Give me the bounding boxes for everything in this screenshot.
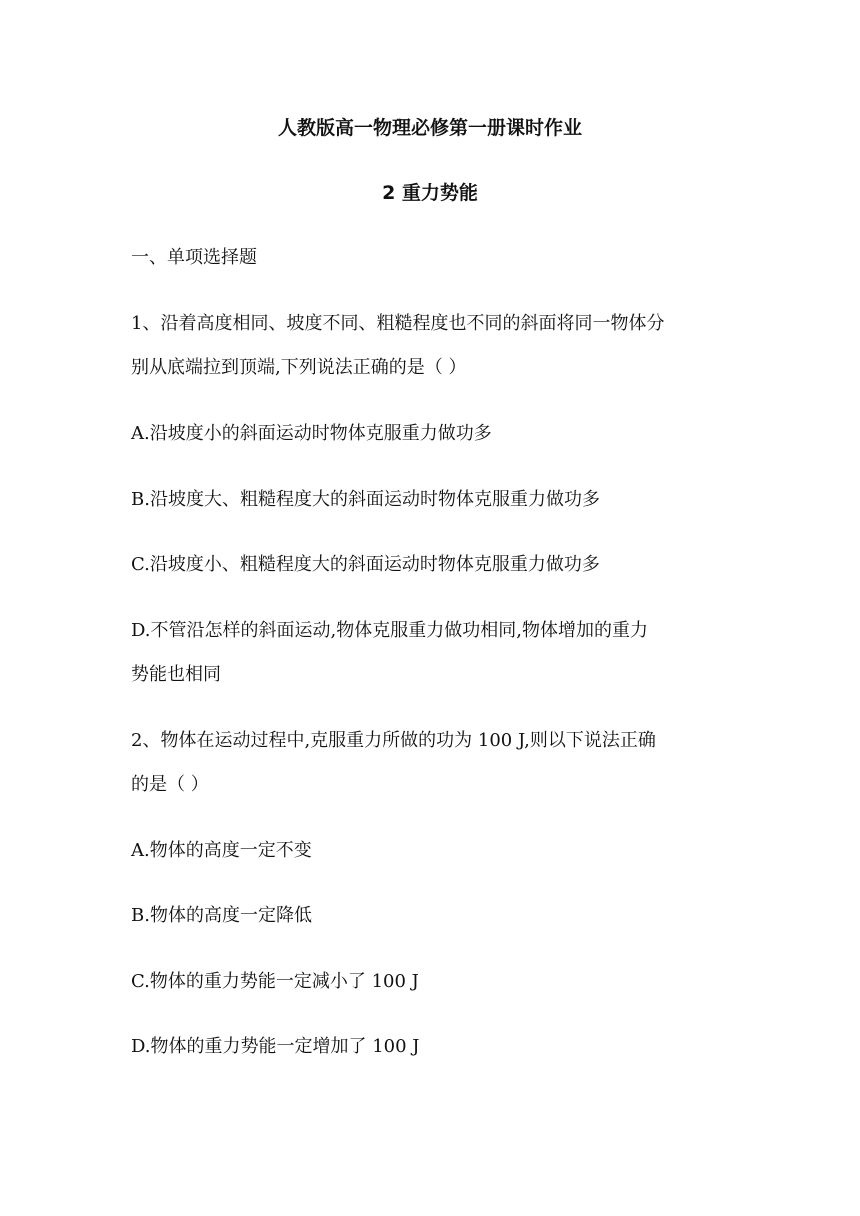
question-1-option-a: A.沿坡度小的斜面运动时物体克服重力做功多: [131, 423, 492, 444]
question-2-option-a: A.物体的高度一定不变: [131, 840, 312, 861]
question-1-option-d-line-1: D.不管沿怎样的斜面运动,物体克服重力做功相同,物体增加的重力: [131, 620, 648, 641]
question-2-stem-line-1: 2、物体在运动过程中,克服重力所做的功为 100 J,则以下说法正确: [131, 730, 656, 751]
question-2-option-c: C.物体的重力势能一定减小了 100 J: [131, 971, 419, 992]
lesson-subtitle: 2 重力势能: [382, 182, 478, 204]
question-2-option-d: D.物体的重力势能一定增加了 100 J: [131, 1036, 420, 1057]
document-title: 人教版高一物理必修第一册课时作业: [277, 117, 582, 139]
section-heading: 一、单项选择题: [131, 247, 257, 268]
question-1-option-b: B.沿坡度大、粗糙程度大的斜面运动时物体克服重力做功多: [131, 489, 600, 510]
question-1-option-c: C.沿坡度小、粗糙程度大的斜面运动时物体克服重力做功多: [131, 554, 600, 575]
question-2-stem-line-2: 的是（ ）: [131, 774, 209, 795]
question-1-stem-line-2: 别从底端拉到顶端,下列说法正确的是（ ）: [131, 357, 467, 378]
question-1-option-d-line-2: 势能也相同: [131, 664, 221, 685]
question-1-stem-line-1: 1、沿着高度相同、坡度不同、粗糙程度也不同的斜面将同一物体分: [131, 313, 665, 334]
question-2-option-b: B.物体的高度一定降低: [131, 905, 312, 926]
